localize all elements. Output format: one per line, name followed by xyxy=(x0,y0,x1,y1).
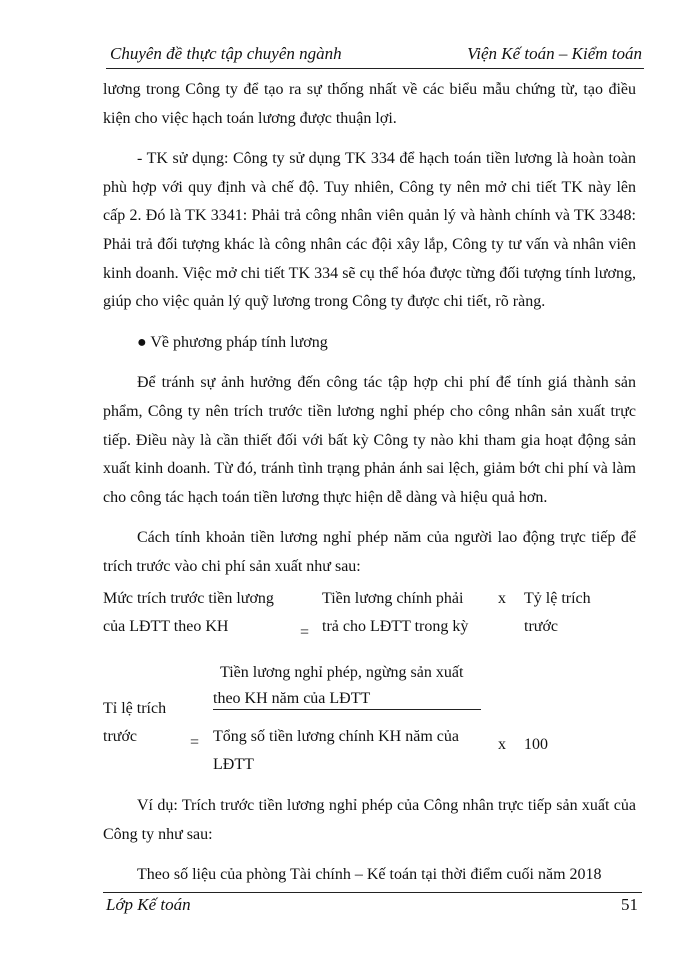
formula2-numerator-line2: theo KH năm của LĐTT xyxy=(213,690,371,707)
paragraph-continuation: lương trong Công ty để tạo ra sự thống nhất về các biểu mẫu chứng từ, tạo điều kiện cho việc hạch toán lương được thuận lợi. xyxy=(103,81,636,127)
formula1-rhs-line1: Tỷ lệ trích xyxy=(524,590,591,607)
paragraph-data-source: Theo số liệu của phòng Tài chính – Kế toán tại thời điểm cuối năm 2018 xyxy=(137,866,602,884)
formula1-lhs-line2: của LĐTT theo KH xyxy=(103,618,229,635)
formula1-lhs-line1: Mức trích trước tiền lương xyxy=(103,590,274,607)
footer-class-label: Lớp Kế toán xyxy=(106,895,191,914)
document-body-continued xyxy=(103,792,636,890)
formula2-factor: 100 xyxy=(524,736,548,753)
formula2-denominator-line2: LĐTT xyxy=(213,756,254,773)
paragraph-accrual-reason: Để tránh sự ảnh hưởng đến công tác tập hợp chi phí để tính giá thành sản phẩm, Công ty nên trích trước tiền lương nghỉ phép cho công nhân sản xuất trực tiếp. Điều này là cần thiết đối với bất kỳ Công ty nào khi tham gia hoạt động sản xuất kinh doanh. Từ đó, tránh tình trạng phản ánh sai lệch, giảm bớt chi phí và làm cho công tác hạch toán tiền lương thực hiện dễ dàng và hiệu quả hơn. xyxy=(103,374,636,506)
formula2-times-sign: x xyxy=(498,736,506,753)
formula1-rhs-line2: trước xyxy=(524,618,559,635)
page-number: 51 xyxy=(621,895,638,914)
header-left-title: Chuyên đề thực tập chuyên ngành xyxy=(110,44,342,63)
formula2-equals-sign: = xyxy=(190,734,200,751)
header-divider xyxy=(106,68,644,69)
formula2-denominator-line1: Tổng số tiền lương chính KH năm của xyxy=(213,728,459,745)
formula2-lhs-line1: Tỉ lệ trích xyxy=(103,700,167,717)
paragraph-tk-usage: - TK sử dụng: Công ty sử dụng TK 334 để hạch toán tiền lương là hoàn toàn phù hợp với quy định và chế độ. Tuy nhiên, Công ty nên mở chi tiết TK này lên cấp 2. Đó là TK 3341: Phải trả công nhân viên quản lý và hành chính và TK 3348: Phải trả đối tượng khác là công nhân các đội xây lắp, Công ty tư vấn và nhân viên kinh doanh. Việc mở chi tiết TK 334 sẽ cụ thể hóa được từng đối tượng tính lương, giúp cho việc quản lý quỹ lương trong Công ty được chi tiết, rõ ràng. xyxy=(103,150,636,311)
paragraph-formula-intro: Cách tính khoản tiền lương nghỉ phép năm của người lao động trực tiếp để trích trước vào chi phí sản xuất như sau: xyxy=(103,529,636,575)
formula1-equals-sign: = xyxy=(300,624,310,641)
formula1-mid-line1: Tiền lương chính phải xyxy=(322,590,464,607)
footer-divider xyxy=(103,892,642,893)
formula1-mid-line2: trả cho LĐTT trong kỳ xyxy=(322,618,469,635)
formula2-numerator-line1: Tiền lương nghỉ phép, ngừng sản xuất xyxy=(220,664,464,681)
paragraph-example: Ví dụ: Trích trước tiền lương nghỉ phép của Công nhân trực tiếp sản xuất của Công ty như sau: xyxy=(103,797,636,843)
bullet-heading-method: ● Về phương pháp tính lương xyxy=(137,333,328,351)
header-right-title: Viện Kế toán – Kiểm toán xyxy=(467,44,642,63)
formula2-lhs-line2: trước xyxy=(103,728,138,745)
formula1-times-sign: x xyxy=(498,590,506,607)
fraction-bar xyxy=(213,709,481,710)
document-body xyxy=(103,76,636,582)
